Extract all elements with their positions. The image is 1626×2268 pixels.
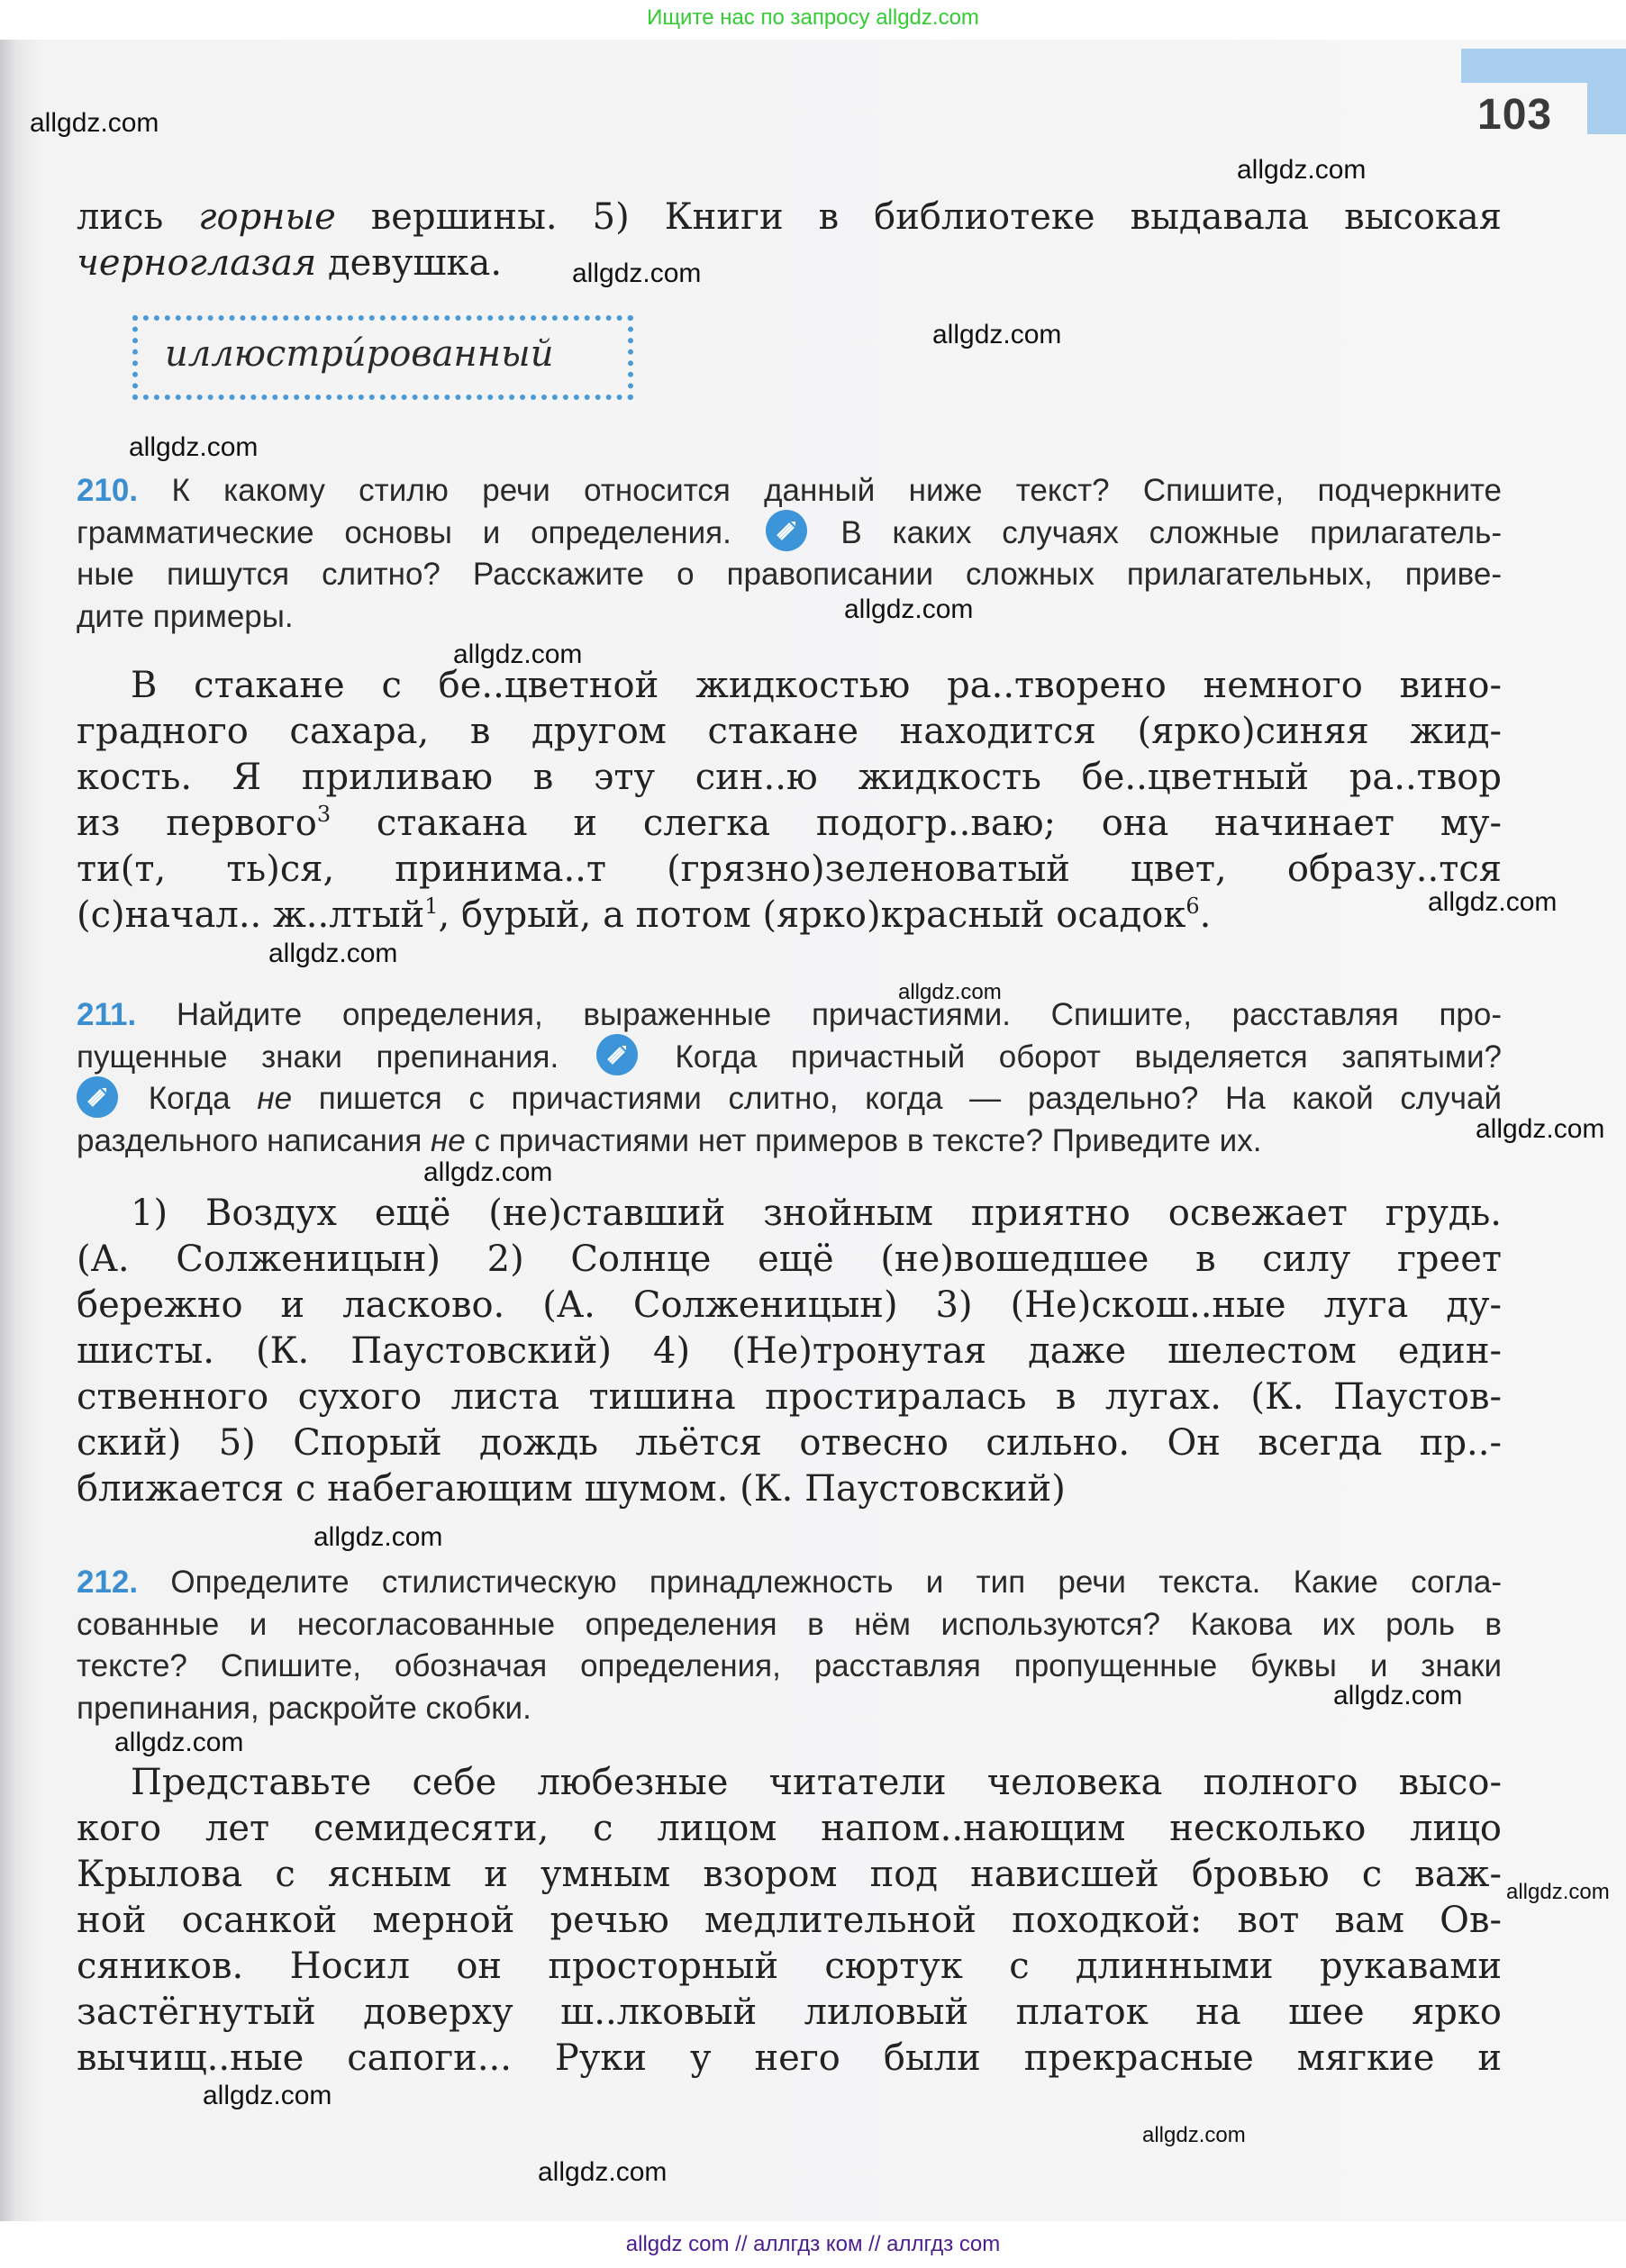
watermark: allgdz.com [538,2157,668,2187]
watermark: allgdz.com [1333,1681,1463,1710]
watermark: allgdz.com [30,108,159,138]
watermark: allgdz.com [1476,1114,1605,1144]
task-number: 212. [77,1565,139,1600]
watermark: allgdz.com [453,640,583,669]
pencil-icon [77,1076,118,1118]
footer-text: allgdz com // аллгдз ком // аллгдз com [625,2232,1001,2256]
watermark: allgdz.com [932,320,1062,349]
italic-word: черноглазая [77,242,317,284]
pencil-icon [596,1034,638,1075]
watermark: allgdz.com [114,1728,244,1757]
watermark: allgdz.com [1237,155,1367,185]
watermark: allgdz.com [423,1157,553,1187]
watermark: allgdz.com [313,1522,443,1552]
watermark: allgdz.com [129,432,259,462]
page-corner-tab-side [1587,49,1626,134]
vocabulary-word-box [132,315,633,400]
footnote-mark: 1 [424,894,439,919]
pencil-icon [766,510,807,551]
watermark: allgdz.com [1428,887,1558,917]
italic-word: горные [198,196,336,238]
task-number: 210. [77,473,139,508]
footnote-mark: 6 [1185,894,1200,919]
task-210-instructions: 210. К какому стилю речи относится данный ниже текст? Спишите, подчеркните грамматические основы и определения. В каких случаях сложные прилагатель- ные пишутся слитно? Расскажите о правописании сложных прилагательных, приве- дите примеры. [77,473,1502,634]
top-banner [0,0,1626,40]
watermark: allgdz.com [1142,2123,1246,2147]
footnote-mark: 3 [316,802,332,827]
task-210-text: В стакане с бе..цветной жидкостью ра..творено немного вино- градного сахара, в другом стакане находится (ярко)синяя жид- кость. Я приливаю в эту син..ю жидкость бе..цветный ра..твор из первого$^3$ стакана и слегка подогр..ваю; она начинает му- ти(т, ть)ся, принима..т (грязно)зеленоватый цвет, образу..тся (с)начал.. ж..лтый$^1$, бурый, а потом (ярко)красный осадок$^6$. [77,665,1502,936]
task-212-text: Представьте себе любезные читатели человека полного высо- кого лет семидесяти, с лицом напом..нающим несколько лицо Крылова с ясным и умным взором под нависшей бровью с важ- ной осанкой мерной речью медлительной походкой: вот вам Ов- сяников. Носил он просторный сюртук с длинными рукавами застёгнутый доверху ш..лковый лиловый платок на шее ярко вычищ..ные сапоги... Руки у него были прекрасные мягкие и [77,1762,1502,2079]
watermark: allgdz.com [898,980,1002,1004]
watermark: allgdz.com [844,594,974,624]
banner-text: Ищите нас по запросу allgdz.com [647,5,979,30]
bottom-footer [0,2221,1626,2268]
task-211-text: 1) Воздух ещё (не)ставший знойным приятно освежает грудь. (А. Солженицын) 2) Солнце ещё (не)вошедшее в силу греет бережно и ласково. (А. Солженицын) 3) (Не)скош..ные луга ду- шисты. (К. Паустовский) 4) (Не)тронутая даже шелестом един- ственного сухого листа тишина простиралась в лугах. (К. Паустов- ский) 5) Спорый дождь льётся отвесно сильно. Он всегда пр..- ближается с набегающим шумом. (К. Паустовский) [77,1193,1502,1510]
watermark: allgdz.com [268,939,398,968]
watermark: allgdz.com [1506,1880,1610,1904]
previous-exercise-continuation: лись горные вершины. 5) Книги в библиотеке выдавала высокая черноглазая девушка. [77,196,1502,284]
page-number: 103 [1477,91,1553,139]
vocabulary-word: иллюстри́рованный [165,333,554,375]
watermark: allgdz.com [203,2081,332,2110]
task-212-instructions: 212. Определите стилистическую принадлежность и тип речи текста. Какие согла- сованные и несогласованные определения в нём используются? Какова их роль в тексте? Спишите, обозначая определения, расставляя пропущенные буквы и знаки препинания, раскройте скобки. [77,1565,1502,1726]
textbook-page [0,40,1626,2221]
task-211-instructions: 211. Найдите определения, выраженные причастиями. Спишите, расставляя про- пущенные знаки препинания. Когда причастный оборот выделяется запятыми? Когда не пишется с причастиями слитно, когда — раздельно? На какой случай раздельного написания не с причастиями нет примеров в тексте? Приведите их. [77,997,1502,1158]
watermark: allgdz.com [572,259,702,288]
task-number: 211. [77,997,137,1032]
